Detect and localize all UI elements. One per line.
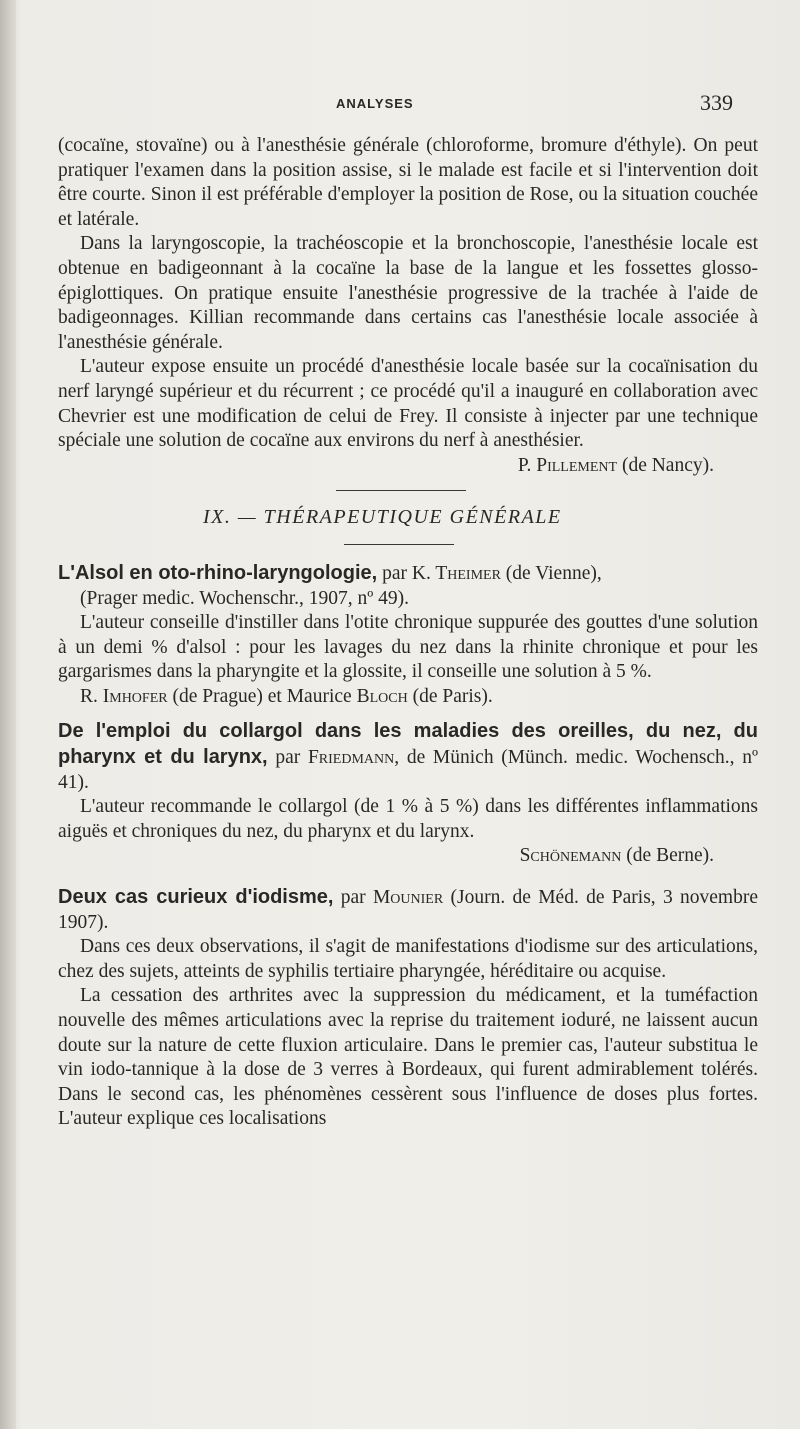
article-source: de Münich (Münch. medic. Wochensch., nº 41). <box>58 747 759 793</box>
paragraph: (cocaïne, stovaïne) ou à l'anesthésie générale (chloroforme, bromure d'éthyle). On peut pratiquer l'examen dans la position assise, si le malade est facile et si l'intervention doit être courte. Sinon il est préférable d'employer la position de Rose, ou la situation couchée et latérale. <box>58 135 758 230</box>
paragraph: Dans ces deux observations, il s'agit de manifestations d'iodisme sur des articulations, chez des sujets, atteints de syphilis tertiaire pharyngée, héréditaire ou acquise. <box>58 936 758 982</box>
article-title: De l'emploi du collargol dans les maladies des oreilles, du nez, du pharynx et du larynx, <box>58 720 758 769</box>
article-author: Mounier <box>372 887 444 909</box>
article-heading <box>58 561 758 587</box>
article-source: (Journ. de Méd. de Paris, 3 novembre 1907). <box>58 887 758 933</box>
article-place: (de Vienne), <box>505 562 602 584</box>
signature-place: (de Paris). <box>412 685 493 707</box>
article-author: Friedmann, <box>307 747 400 769</box>
signature-text: (de Prague) et Maurice <box>172 685 352 707</box>
article-source: (Prager medic. Wochenschr., 1907, nº 49). <box>80 587 410 609</box>
signature <box>58 844 758 869</box>
paragraph: L'auteur conseille d'instiller dans l'otite chronique suppurée des gouttes d'une solution à un demi % d'alsol : pour les lavages du nez dans la rhinite chronique et pour les gargarismes dans la pharyngite et la glossite, il conseille une solution à 5 %. <box>58 612 758 683</box>
paragraph: La cessation des arthrites avec la suppression du médicament, et la tuméfaction nouvelle des mêmes articulations avec la reprise du traitement ioduré, ne laissent aucun doute sur la nature de cette fluxion articulaire. Dans le premier cas, l'auteur substitua le vin iodo-tannique à la dose de 3 verres à Bordeaux, qui furent admirablement tolérés. Dans le second cas, les phénomènes cessèrent sous l'influence de doses plus fortes. L'auteur explique ces localisations <box>58 985 758 1130</box>
page-gutter <box>0 0 16 1429</box>
signature-name: Schönemann <box>519 845 622 867</box>
divider <box>344 544 454 545</box>
running-title: ANALYSES <box>336 96 414 111</box>
article-title: L'Alsol en oto-rhino-laryngologie, <box>58 561 378 584</box>
signature-place: (de Berne). <box>626 845 714 867</box>
signature <box>58 685 758 710</box>
page-header <box>0 90 800 120</box>
section-title: IX. — THÉRAPEUTIQUE GÉNÉRALE <box>203 506 562 529</box>
article-author: K. Theimer <box>411 562 501 584</box>
article-heading <box>58 885 758 935</box>
article-by: par <box>340 887 366 909</box>
page-body <box>58 134 758 1132</box>
signature <box>58 454 758 479</box>
paragraph: L'auteur recommande le collargol (de 1 % à 5 %) dans les différentes inflammations aiguës et chroniques du nez, du pharynx et du larynx. <box>58 796 758 842</box>
article-title: Deux cas curieux d'iodisme, <box>58 886 334 909</box>
divider <box>336 490 466 491</box>
signature-place: (de Nancy). <box>621 454 714 476</box>
page-number: 339 <box>700 90 733 115</box>
signature-name: P. Pillement <box>517 454 618 476</box>
signature-name: R. Imhofer <box>80 685 168 707</box>
paragraph: L'auteur expose ensuite un procédé d'anesthésie locale basée sur la cocaïnisation du nerf laryngé supérieur et du récurrent ; ce procédé qu'il a inauguré en collaboration avec Chevrier est une modification de celui de Frey. Il consiste à injecter par une technique spéciale une solution de cocaïne aux environs du nerf à anesthésier. <box>58 356 758 452</box>
article-by: par <box>275 747 301 769</box>
paragraph: Dans la laryngoscopie, la trachéoscopie et la bronchoscopie, l'anesthésie locale est obtenue en badigeonnant à la cocaïne la base de la langue et les fossettes glosso-épiglottiques. On pratique ensuite l'anesthésie progressive de la trachée à l'aide de badigeonnages. Killian recommande dans certains cas l'anesthésie locale associée à l'anesthésie générale. <box>58 233 758 353</box>
article-heading <box>58 719 758 795</box>
article-by: par <box>382 562 407 584</box>
signature-name: Bloch <box>356 685 408 707</box>
